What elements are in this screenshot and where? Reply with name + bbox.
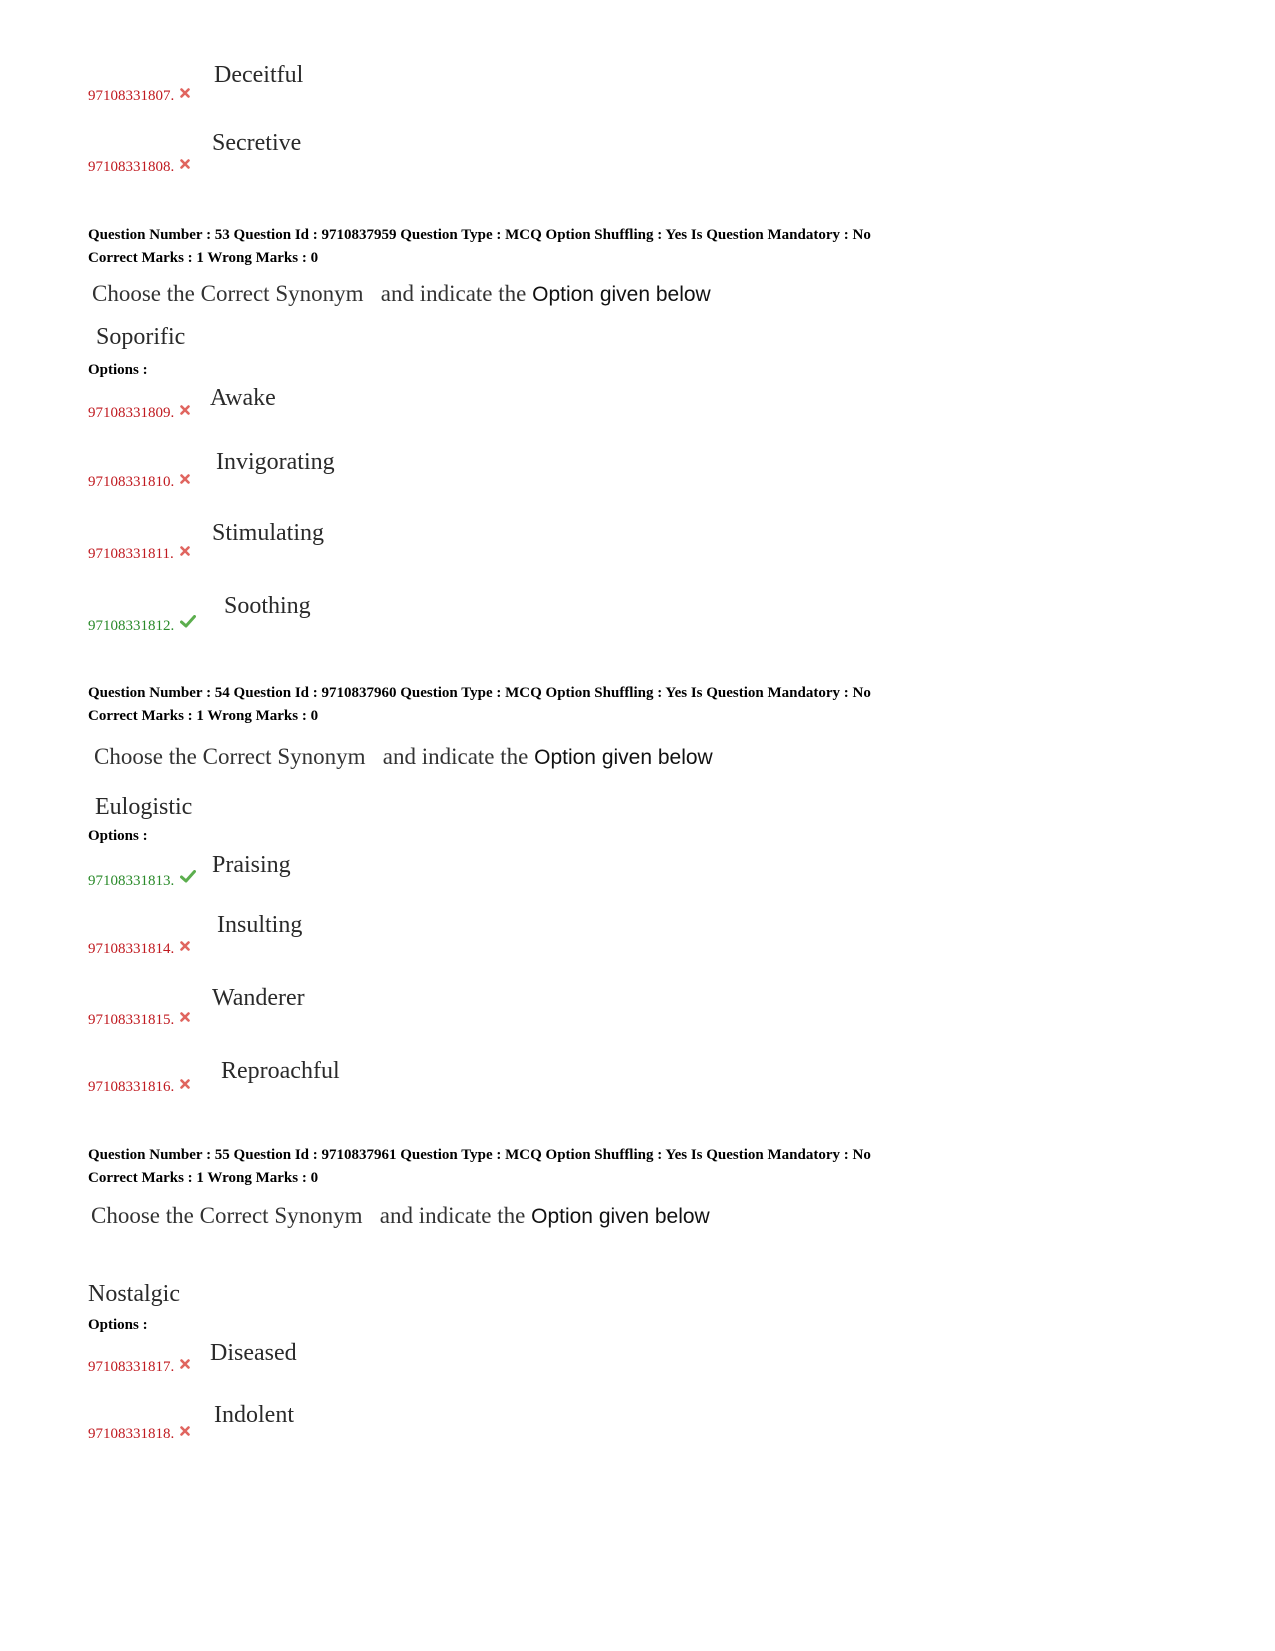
- option-text: Deceitful: [214, 62, 304, 88]
- option-id: 97108331813.: [88, 870, 196, 890]
- question-word: Nostalgic: [88, 1281, 180, 1307]
- cross-icon: [180, 939, 190, 956]
- option-text: Diseased: [210, 1340, 297, 1366]
- cross-icon: [180, 1357, 190, 1374]
- option-text: Praising: [212, 852, 291, 878]
- option-id: 97108331808.: [88, 157, 190, 176]
- option-text: Reproachful: [221, 1058, 340, 1084]
- options-label: Options :: [88, 362, 148, 378]
- option-text: Insulting: [217, 912, 303, 938]
- option-text: Awake: [210, 385, 276, 411]
- question-meta: Question Number : 54 Question Id : 9710837960 Question Type : MCQ Option Shuffling : Yes Is Question Mandatory : No Correct Marks : 1 Wrong Marks : 0: [88, 685, 871, 724]
- question-meta: Question Number : 53 Question Id : 9710837959 Question Type : MCQ Option Shuffling : Yes Is Question Mandatory : No Correct Marks : 1 Wrong Marks : 0: [88, 227, 871, 266]
- option-id: 97108331810.: [88, 472, 190, 491]
- option-text: Wanderer: [212, 985, 305, 1011]
- option-id: 97108331811.: [88, 544, 190, 563]
- option-id: 97108331818.: [88, 1424, 190, 1443]
- option-id: 97108331814.: [88, 939, 190, 958]
- option-id: 97108331817.: [88, 1357, 190, 1376]
- option-id: 97108331809.: [88, 403, 190, 422]
- check-icon: [180, 870, 196, 888]
- check-icon: [180, 615, 196, 633]
- question-meta: Question Number : 55 Question Id : 9710837961 Question Type : MCQ Option Shuffling : Yes Is Question Mandatory : No Correct Marks : 1 Wrong Marks : 0: [88, 1147, 871, 1186]
- question-word: Soporific: [96, 324, 186, 350]
- option-text: Soothing: [224, 593, 311, 619]
- cross-icon: [180, 1424, 190, 1441]
- cross-icon: [180, 1010, 190, 1027]
- option-id: 97108331816.: [88, 1077, 190, 1096]
- option-text: Secretive: [212, 130, 302, 156]
- question-word: Eulogistic: [95, 794, 193, 820]
- question-prompt: Choose the Correct Synonym and indicate the Option given below: [94, 744, 713, 769]
- options-label: Options :: [88, 1317, 148, 1333]
- cross-icon: [180, 1077, 190, 1094]
- option-text: Invigorating: [216, 449, 335, 475]
- question-prompt: Choose the Correct Synonym and indicate the Option given below: [92, 281, 711, 306]
- option-id: 97108331807.: [88, 86, 190, 105]
- cross-icon: [180, 544, 190, 561]
- option-text: Stimulating: [212, 520, 325, 546]
- cross-icon: [180, 86, 190, 103]
- question-prompt: Choose the Correct Synonym and indicate the Option given below: [91, 1203, 710, 1228]
- option-id: 97108331815.: [88, 1010, 190, 1029]
- cross-icon: [180, 472, 190, 489]
- option-text: Indolent: [214, 1402, 294, 1428]
- option-id: 97108331812.: [88, 615, 196, 635]
- cross-icon: [180, 403, 190, 420]
- cross-icon: [180, 157, 190, 174]
- options-label: Options :: [88, 828, 148, 844]
